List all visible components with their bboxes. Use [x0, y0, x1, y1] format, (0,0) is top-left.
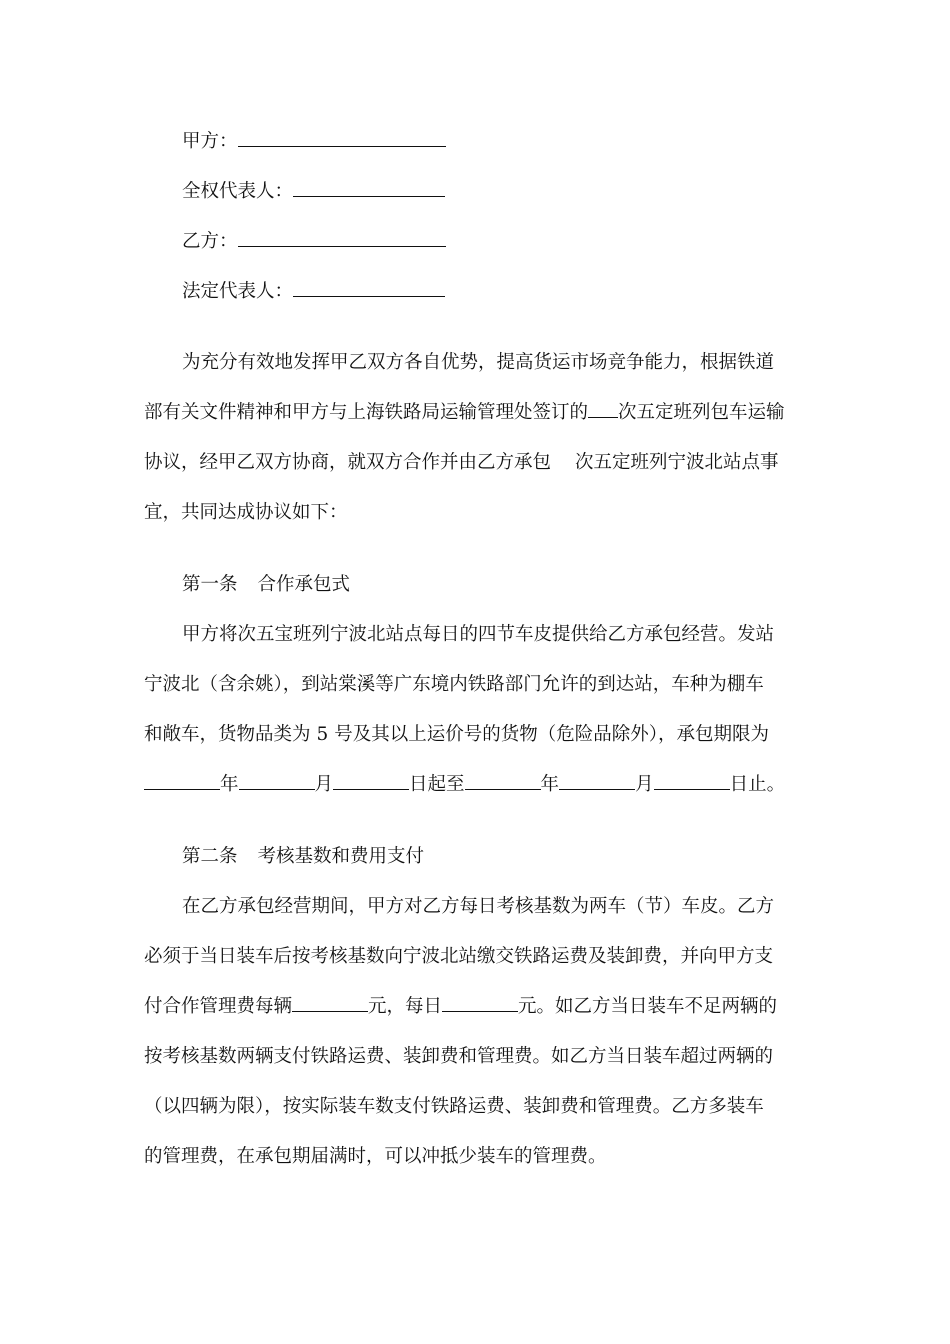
party-a-label: 甲方： [182, 131, 238, 152]
article-2-line-2: 必须于当日装车后按考核基数向宁波北站缴交铁路运费及装卸费，并向甲方支 [144, 946, 774, 967]
article-1-line-3a: 和敞车，货物品类为 [144, 724, 311, 745]
preamble-line-2a: 部有关文件精神和甲方与上海铁路局运输管理处签订的 [144, 402, 589, 423]
party-a-line [182, 130, 446, 154]
end-year-label: 年 [540, 774, 560, 795]
end-day-label: 日止。 [729, 774, 786, 795]
party-b-rep-label: 法定代表人： [182, 281, 294, 302]
start-day-label: 日起至 [409, 774, 465, 795]
article-1-line-3b: 号及其以上运价号的货物（危险品除外），承包期限为 [334, 724, 770, 745]
preamble-line-1: 为充分有效地发挥甲乙双方各自优势，提高货运市场竞争能力，根据铁道 [182, 352, 775, 373]
end-day-blank[interactable] [654, 773, 730, 790]
article-2-line-1: 在乙方承包经营期间，甲方对乙方每日考核基数为两车（节）车皮。乙方 [182, 896, 775, 917]
party-b-rep-line [182, 280, 445, 304]
start-month-blank[interactable] [239, 773, 315, 790]
article-1-line-3 [144, 723, 769, 747]
party-b-rep-blank[interactable] [293, 280, 445, 297]
article-2-heading [182, 845, 424, 869]
freight-class-number: 5 [316, 724, 329, 745]
article-1-line-2: 宁波北（含余姚），到站棠溪等广东境内铁路部门允许的到达站，车种为棚车 [144, 674, 764, 695]
article-2-line-4: 按考核基数两辆支付铁路运费、装卸费和管理费。如乙方当日装车超过两辆的 [144, 1046, 774, 1067]
party-a-blank[interactable] [238, 130, 446, 147]
article-2-line-3a: 付合作管理费每辆 [144, 996, 293, 1017]
start-month-label: 月 [314, 774, 334, 795]
end-month-label: 月 [635, 774, 654, 795]
end-month-blank[interactable] [559, 773, 635, 790]
party-b-blank[interactable] [238, 230, 446, 247]
article-2-line-3c: 元。如乙方当日装车不足两辆的 [518, 996, 778, 1017]
train-number-blank[interactable] [588, 401, 618, 418]
start-day-blank[interactable] [333, 773, 409, 790]
party-a-rep-blank[interactable] [293, 180, 445, 197]
article-2-title: 考核基数和费用支付 [257, 846, 425, 867]
preamble-line-4: 宜，共同达成协议如下： [144, 502, 348, 523]
preamble-line-2b: 次五定班列包车运输 [618, 402, 785, 423]
party-b-label: 乙方： [182, 231, 238, 252]
article-2-number: 第二条 [182, 846, 238, 867]
article-2-line-6: 的管理费，在承包期届满时，可以冲抵少装车的管理费。 [144, 1146, 607, 1167]
preamble-line-3b: 次五定班列宁波北站点事 [575, 452, 779, 473]
article-1-heading [182, 573, 350, 597]
preamble-line-3a: 协议，经甲乙双方协商，就双方合作并由乙方承包 [144, 452, 552, 473]
contract-period-line [144, 773, 785, 797]
per-vehicle-fee-blank[interactable] [292, 995, 368, 1012]
party-b-line [182, 230, 446, 254]
start-year-blank[interactable] [144, 773, 220, 790]
article-2-line-5: （以四辆为限），按实际装车数支付铁路运费、装卸费和管理费。乙方多装车 [144, 1096, 764, 1117]
article-2-line-3 [144, 995, 777, 1019]
article-1-title: 合作承包式 [257, 574, 351, 595]
party-a-rep-label: 全权代表人： [182, 181, 294, 202]
article-2-line-3b: 元，每日 [368, 996, 443, 1017]
preamble-line-2 [144, 401, 785, 425]
article-1-number: 第一条 [182, 574, 238, 595]
article-1-line-1: 甲方将次五宝班列宁波北站点每日的四节车皮提供给乙方承包经营。发站 [182, 624, 775, 645]
party-a-rep-line [182, 180, 445, 204]
start-year-label: 年 [220, 774, 239, 795]
preamble-line-3 [144, 451, 779, 475]
daily-fee-blank[interactable] [442, 995, 518, 1012]
end-year-blank[interactable] [465, 773, 541, 790]
